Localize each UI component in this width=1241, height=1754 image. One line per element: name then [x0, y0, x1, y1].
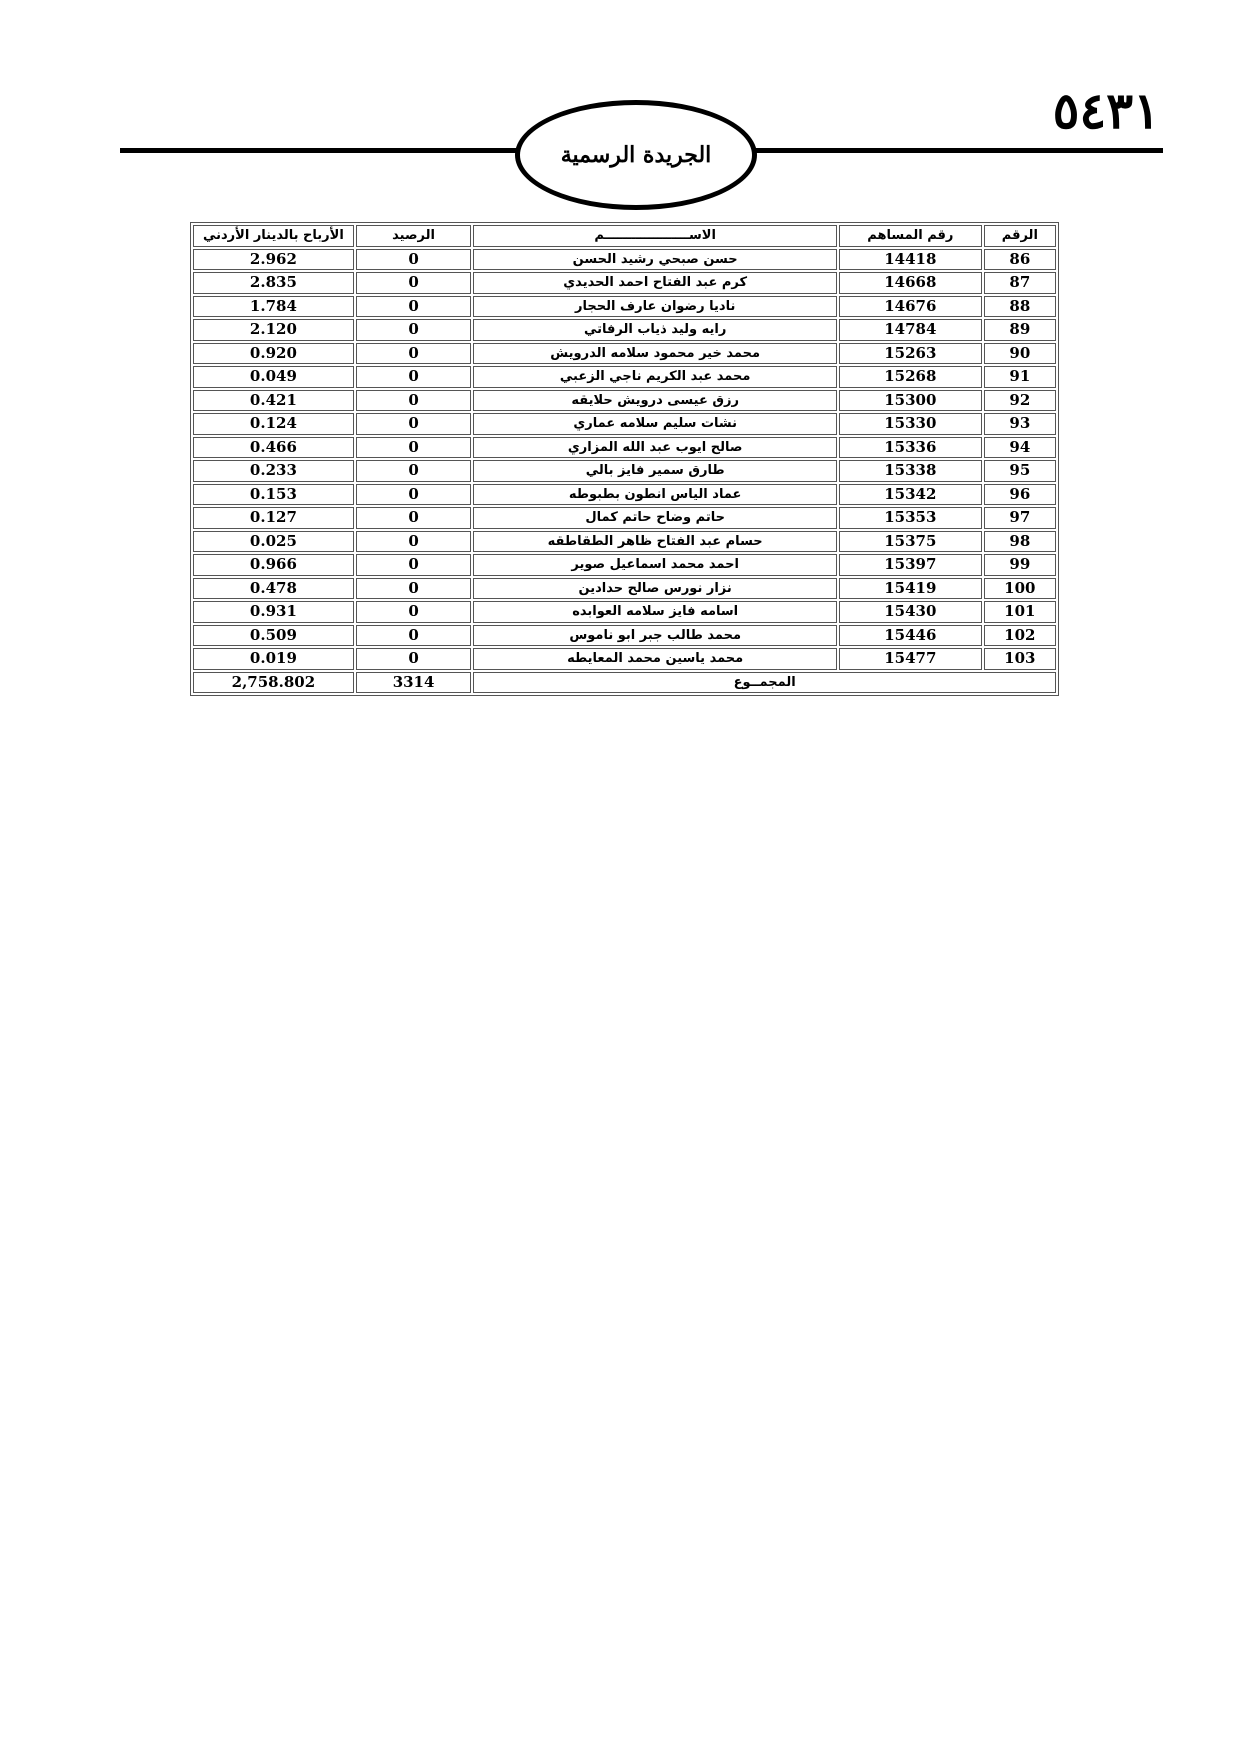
cell-shareholder-no: 15397 [839, 554, 982, 576]
table-row [193, 249, 1056, 271]
cell-name: ناديا رضوان عارف الحجار [473, 296, 837, 318]
cell-name: طارق سمير فايز بالي [473, 460, 837, 482]
cell-name: صالح ايوب عبد الله المزاري [473, 437, 837, 459]
cell-seq: 99 [984, 554, 1056, 576]
page-number: ٥٤٣١ [1052, 81, 1160, 140]
cell-balance: 0 [356, 366, 472, 388]
cell-name: حسن صبحي رشيد الحسن [473, 249, 837, 271]
cell-seq: 97 [984, 507, 1056, 529]
table-row [193, 296, 1056, 318]
table-row [193, 413, 1056, 435]
cell-shareholder-no: 15446 [839, 625, 982, 647]
cell-name: حسام عبد الفتاح ظاهر الطقاطقه [473, 531, 837, 553]
cell-shareholder-no: 15338 [839, 460, 982, 482]
cell-seq: 101 [984, 601, 1056, 623]
cell-profits: 0.931 [193, 601, 354, 623]
cell-name: محمد طالب جبر ابو ناموس [473, 625, 837, 647]
table-row [193, 272, 1056, 294]
cell-shareholder-no: 15330 [839, 413, 982, 435]
header-shareholder-no: رقم المساهم [839, 225, 982, 247]
table-row [193, 601, 1056, 623]
cell-profits: 0.509 [193, 625, 354, 647]
cell-name: محمد خير محمود سلامه الدرويش [473, 343, 837, 365]
cell-balance: 0 [356, 531, 472, 553]
cell-seq: 86 [984, 249, 1056, 271]
cell-balance: 0 [356, 390, 472, 412]
table-row [193, 319, 1056, 341]
cell-profits: 0.478 [193, 578, 354, 600]
cell-seq: 103 [984, 648, 1056, 670]
cell-shareholder-no: 15375 [839, 531, 982, 553]
cell-profits: 0.025 [193, 531, 354, 553]
table-row [193, 460, 1056, 482]
cell-seq: 92 [984, 390, 1056, 412]
cell-name: اسامه فايز سلامه العوابده [473, 601, 837, 623]
cell-shareholder-no: 15336 [839, 437, 982, 459]
cell-shareholder-no: 14784 [839, 319, 982, 341]
cell-profits: 0.966 [193, 554, 354, 576]
cell-shareholder-no: 15342 [839, 484, 982, 506]
cell-shareholder-no: 14418 [839, 249, 982, 271]
cell-shareholder-no: 15353 [839, 507, 982, 529]
cell-shareholder-no: 14676 [839, 296, 982, 318]
cell-profits: 0.124 [193, 413, 354, 435]
table-row [193, 578, 1056, 600]
cell-seq: 95 [984, 460, 1056, 482]
cell-profits: 2.835 [193, 272, 354, 294]
cell-profits: 2.120 [193, 319, 354, 341]
cell-balance: 0 [356, 437, 472, 459]
cell-balance: 0 [356, 460, 472, 482]
cell-balance: 0 [356, 272, 472, 294]
cell-seq: 90 [984, 343, 1056, 365]
cell-profits: 0.049 [193, 366, 354, 388]
cell-balance: 0 [356, 554, 472, 576]
table-row [193, 507, 1056, 529]
table-row [193, 648, 1056, 670]
cell-balance: 0 [356, 625, 472, 647]
cell-name: كرم عبد الفتاح احمد الحديدي [473, 272, 837, 294]
cell-name: عماد الياس انطون بطبوطه [473, 484, 837, 506]
masthead-oval [515, 100, 757, 210]
header-name: الاســـــــــــــــــــم [473, 225, 837, 247]
cell-name: محمد عبد الكريم ناجي الزعبي [473, 366, 837, 388]
table-row [193, 554, 1056, 576]
table-row [193, 531, 1056, 553]
cell-profits: 0.019 [193, 648, 354, 670]
cell-shareholder-no: 14668 [839, 272, 982, 294]
cell-balance: 0 [356, 578, 472, 600]
cell-balance: 0 [356, 601, 472, 623]
cell-name: نزار نورس صالح حدادين [473, 578, 837, 600]
masthead-title: الجريدة الرسمية [560, 142, 712, 168]
cell-seq: 93 [984, 413, 1056, 435]
header-seq: الرقم [984, 225, 1056, 247]
header-balance: الرصيد [356, 225, 472, 247]
cell-balance: 0 [356, 413, 472, 435]
cell-seq: 89 [984, 319, 1056, 341]
table-row [193, 390, 1056, 412]
cell-seq: 96 [984, 484, 1056, 506]
cell-profits: 0.421 [193, 390, 354, 412]
header-rule-left [120, 148, 520, 153]
header-rule-right [745, 148, 1163, 153]
cell-profits: 0.466 [193, 437, 354, 459]
table-row [193, 484, 1056, 506]
cell-profits: 2.962 [193, 249, 354, 271]
cell-seq: 87 [984, 272, 1056, 294]
shareholders-table [190, 222, 1059, 696]
cell-seq: 102 [984, 625, 1056, 647]
cell-shareholder-no: 15268 [839, 366, 982, 388]
cell-balance: 0 [356, 648, 472, 670]
cell-balance: 0 [356, 296, 472, 318]
cell-name: رايه وليد ذياب الرفاتي [473, 319, 837, 341]
cell-name: محمد ياسين محمد المعايطه [473, 648, 837, 670]
cell-shareholder-no: 15477 [839, 648, 982, 670]
cell-balance: 0 [356, 484, 472, 506]
cell-shareholder-no: 15263 [839, 343, 982, 365]
total-profits: 2,758.802 [193, 672, 354, 694]
cell-profits: 0.127 [193, 507, 354, 529]
cell-profits: 0.233 [193, 460, 354, 482]
cell-name: نشات سليم سلامه عماري [473, 413, 837, 435]
cell-shareholder-no: 15300 [839, 390, 982, 412]
cell-name: رزق عيسى درويش حلايقه [473, 390, 837, 412]
cell-seq: 100 [984, 578, 1056, 600]
cell-seq: 94 [984, 437, 1056, 459]
cell-profits: 1.784 [193, 296, 354, 318]
cell-name: احمد محمد اسماعيل صوير [473, 554, 837, 576]
cell-profits: 0.153 [193, 484, 354, 506]
total-balance: 3314 [356, 672, 472, 694]
table-row [193, 343, 1056, 365]
cell-seq: 91 [984, 366, 1056, 388]
cell-name: حاتم وضاح حاتم كمال [473, 507, 837, 529]
table-total-row [193, 672, 1056, 694]
cell-shareholder-no: 15430 [839, 601, 982, 623]
cell-profits: 0.920 [193, 343, 354, 365]
table-row [193, 437, 1056, 459]
cell-balance: 0 [356, 249, 472, 271]
table-row [193, 366, 1056, 388]
cell-shareholder-no: 15419 [839, 578, 982, 600]
cell-seq: 88 [984, 296, 1056, 318]
cell-balance: 0 [356, 343, 472, 365]
total-label: المجمــوع [473, 672, 1056, 694]
cell-seq: 98 [984, 531, 1056, 553]
table-row [193, 625, 1056, 647]
table-header-row [193, 225, 1056, 247]
cell-balance: 0 [356, 507, 472, 529]
header-profits: الأرباح بالدينار الأردني [193, 225, 354, 247]
cell-balance: 0 [356, 319, 472, 341]
